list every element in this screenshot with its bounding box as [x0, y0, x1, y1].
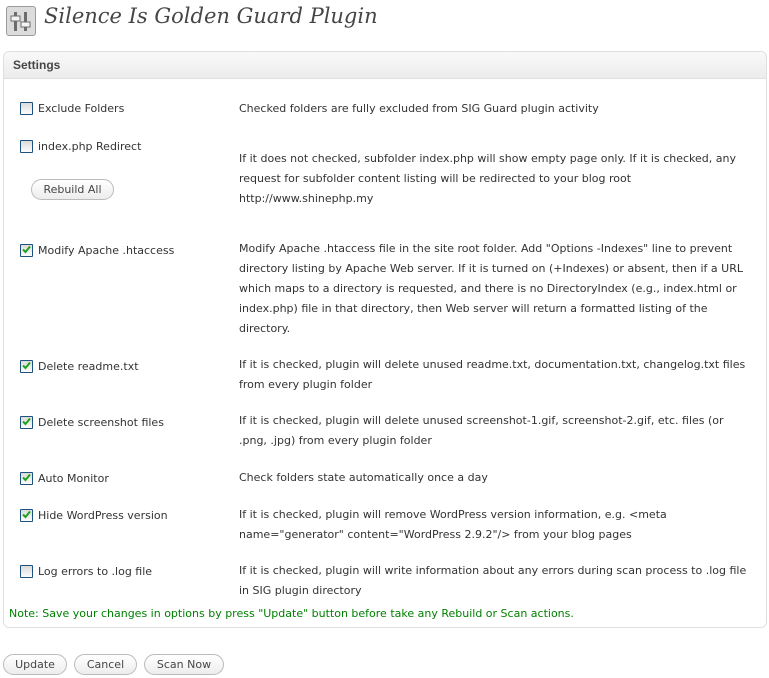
- settings-sliders-icon: [6, 6, 36, 36]
- option-delete-screenshots[interactable]: [20, 416, 164, 429]
- delete-screenshots-description: If it is checked, plugin will delete unused screenshot-1.gif, screenshot-2.gif, etc. files (or .png, .jpg) from every plugin folder: [239, 414, 724, 447]
- option-hide-wp-version[interactable]: [20, 509, 168, 522]
- delete-readme-label: Delete readme.txt: [38, 360, 139, 373]
- log-errors-label: Log errors to .log file: [38, 565, 153, 578]
- index-redirect-checkbox[interactable]: [20, 140, 33, 153]
- option-index-redirect[interactable]: [20, 140, 141, 153]
- index-redirect-label: index.php Redirect: [38, 140, 142, 153]
- delete-screenshots-label: Delete screenshot files: [38, 416, 164, 429]
- option-exclude-folders[interactable]: [20, 102, 124, 115]
- modify-htaccess-description: Modify Apache .htaccess file in the site root folder. Add "Options -Indexes" line to prevent directory listing by Apache Web server. If it is turned on (+Indexes) or absent, then if a URL which maps to a directory is requested, and there is no DirectoryIndex (e.g., index.html or index.php) file in that directory, then Web server will return a formatted listing of the directory.: [239, 242, 743, 335]
- rebuild-all-button[interactable]: Rebuild All: [31, 179, 114, 200]
- modify-htaccess-label: Modify Apache .htaccess: [38, 244, 175, 257]
- hide-wp-version-checkbox[interactable]: [20, 509, 33, 522]
- checkmark-icon: [22, 245, 31, 254]
- exclude-folders-description: Checked folders are fully excluded from SIG Guard plugin activity: [239, 102, 599, 115]
- checkmark-icon: [22, 473, 31, 482]
- option-log-errors[interactable]: [20, 565, 152, 578]
- index-redirect-description: If it does not checked, subfolder index.php will show empty page only. If it is checked, any request for subfolder content listing will be redirected to your blog root http://www.shinephp.my: [239, 152, 736, 205]
- exclude-folders-label: Exclude Folders: [38, 102, 125, 115]
- modify-htaccess-checkbox[interactable]: [20, 244, 33, 257]
- checkmark-icon: [22, 361, 31, 370]
- log-errors-description: If it is checked, plugin will write information about any errors during scan process to .log file in SIG plugin directory: [239, 564, 747, 597]
- auto-monitor-description: Check folders state automatically once a day: [239, 471, 488, 484]
- checkmark-icon: [22, 510, 31, 519]
- option-delete-readme[interactable]: [20, 360, 139, 373]
- log-errors-checkbox[interactable]: [20, 565, 33, 578]
- scan-now-button[interactable]: Scan Now: [144, 654, 224, 675]
- update-button[interactable]: Update: [3, 654, 67, 675]
- delete-screenshots-checkbox[interactable]: [20, 416, 33, 429]
- exclude-folders-checkbox[interactable]: [20, 102, 33, 115]
- checkmark-icon: [22, 417, 31, 426]
- page-title: Silence Is Golden Guard Plugin: [44, 4, 378, 28]
- settings-panel-header: [4, 52, 766, 79]
- hide-wp-version-description: If it is checked, plugin will remove WordPress version information, e.g. <meta name="generator" content="WordPress 2.9.2"/> from your blog pages: [239, 508, 667, 541]
- settings-heading: Settings: [13, 58, 61, 72]
- delete-readme-description: If it is checked, plugin will delete unused readme.txt, documentation.txt, changelog.txt files from every plugin folder: [239, 358, 746, 391]
- cancel-button[interactable]: Cancel: [74, 654, 137, 675]
- hide-wp-version-label: Hide WordPress version: [38, 509, 168, 522]
- delete-readme-checkbox[interactable]: [20, 360, 33, 373]
- option-modify-htaccess[interactable]: [20, 244, 174, 257]
- save-changes-note: Note: Save your changes in options by press "Update" button before take any Rebuild or Scan actions.: [9, 607, 574, 620]
- auto-monitor-label: Auto Monitor: [38, 472, 109, 485]
- option-auto-monitor[interactable]: [20, 472, 109, 485]
- auto-monitor-checkbox[interactable]: [20, 472, 33, 485]
